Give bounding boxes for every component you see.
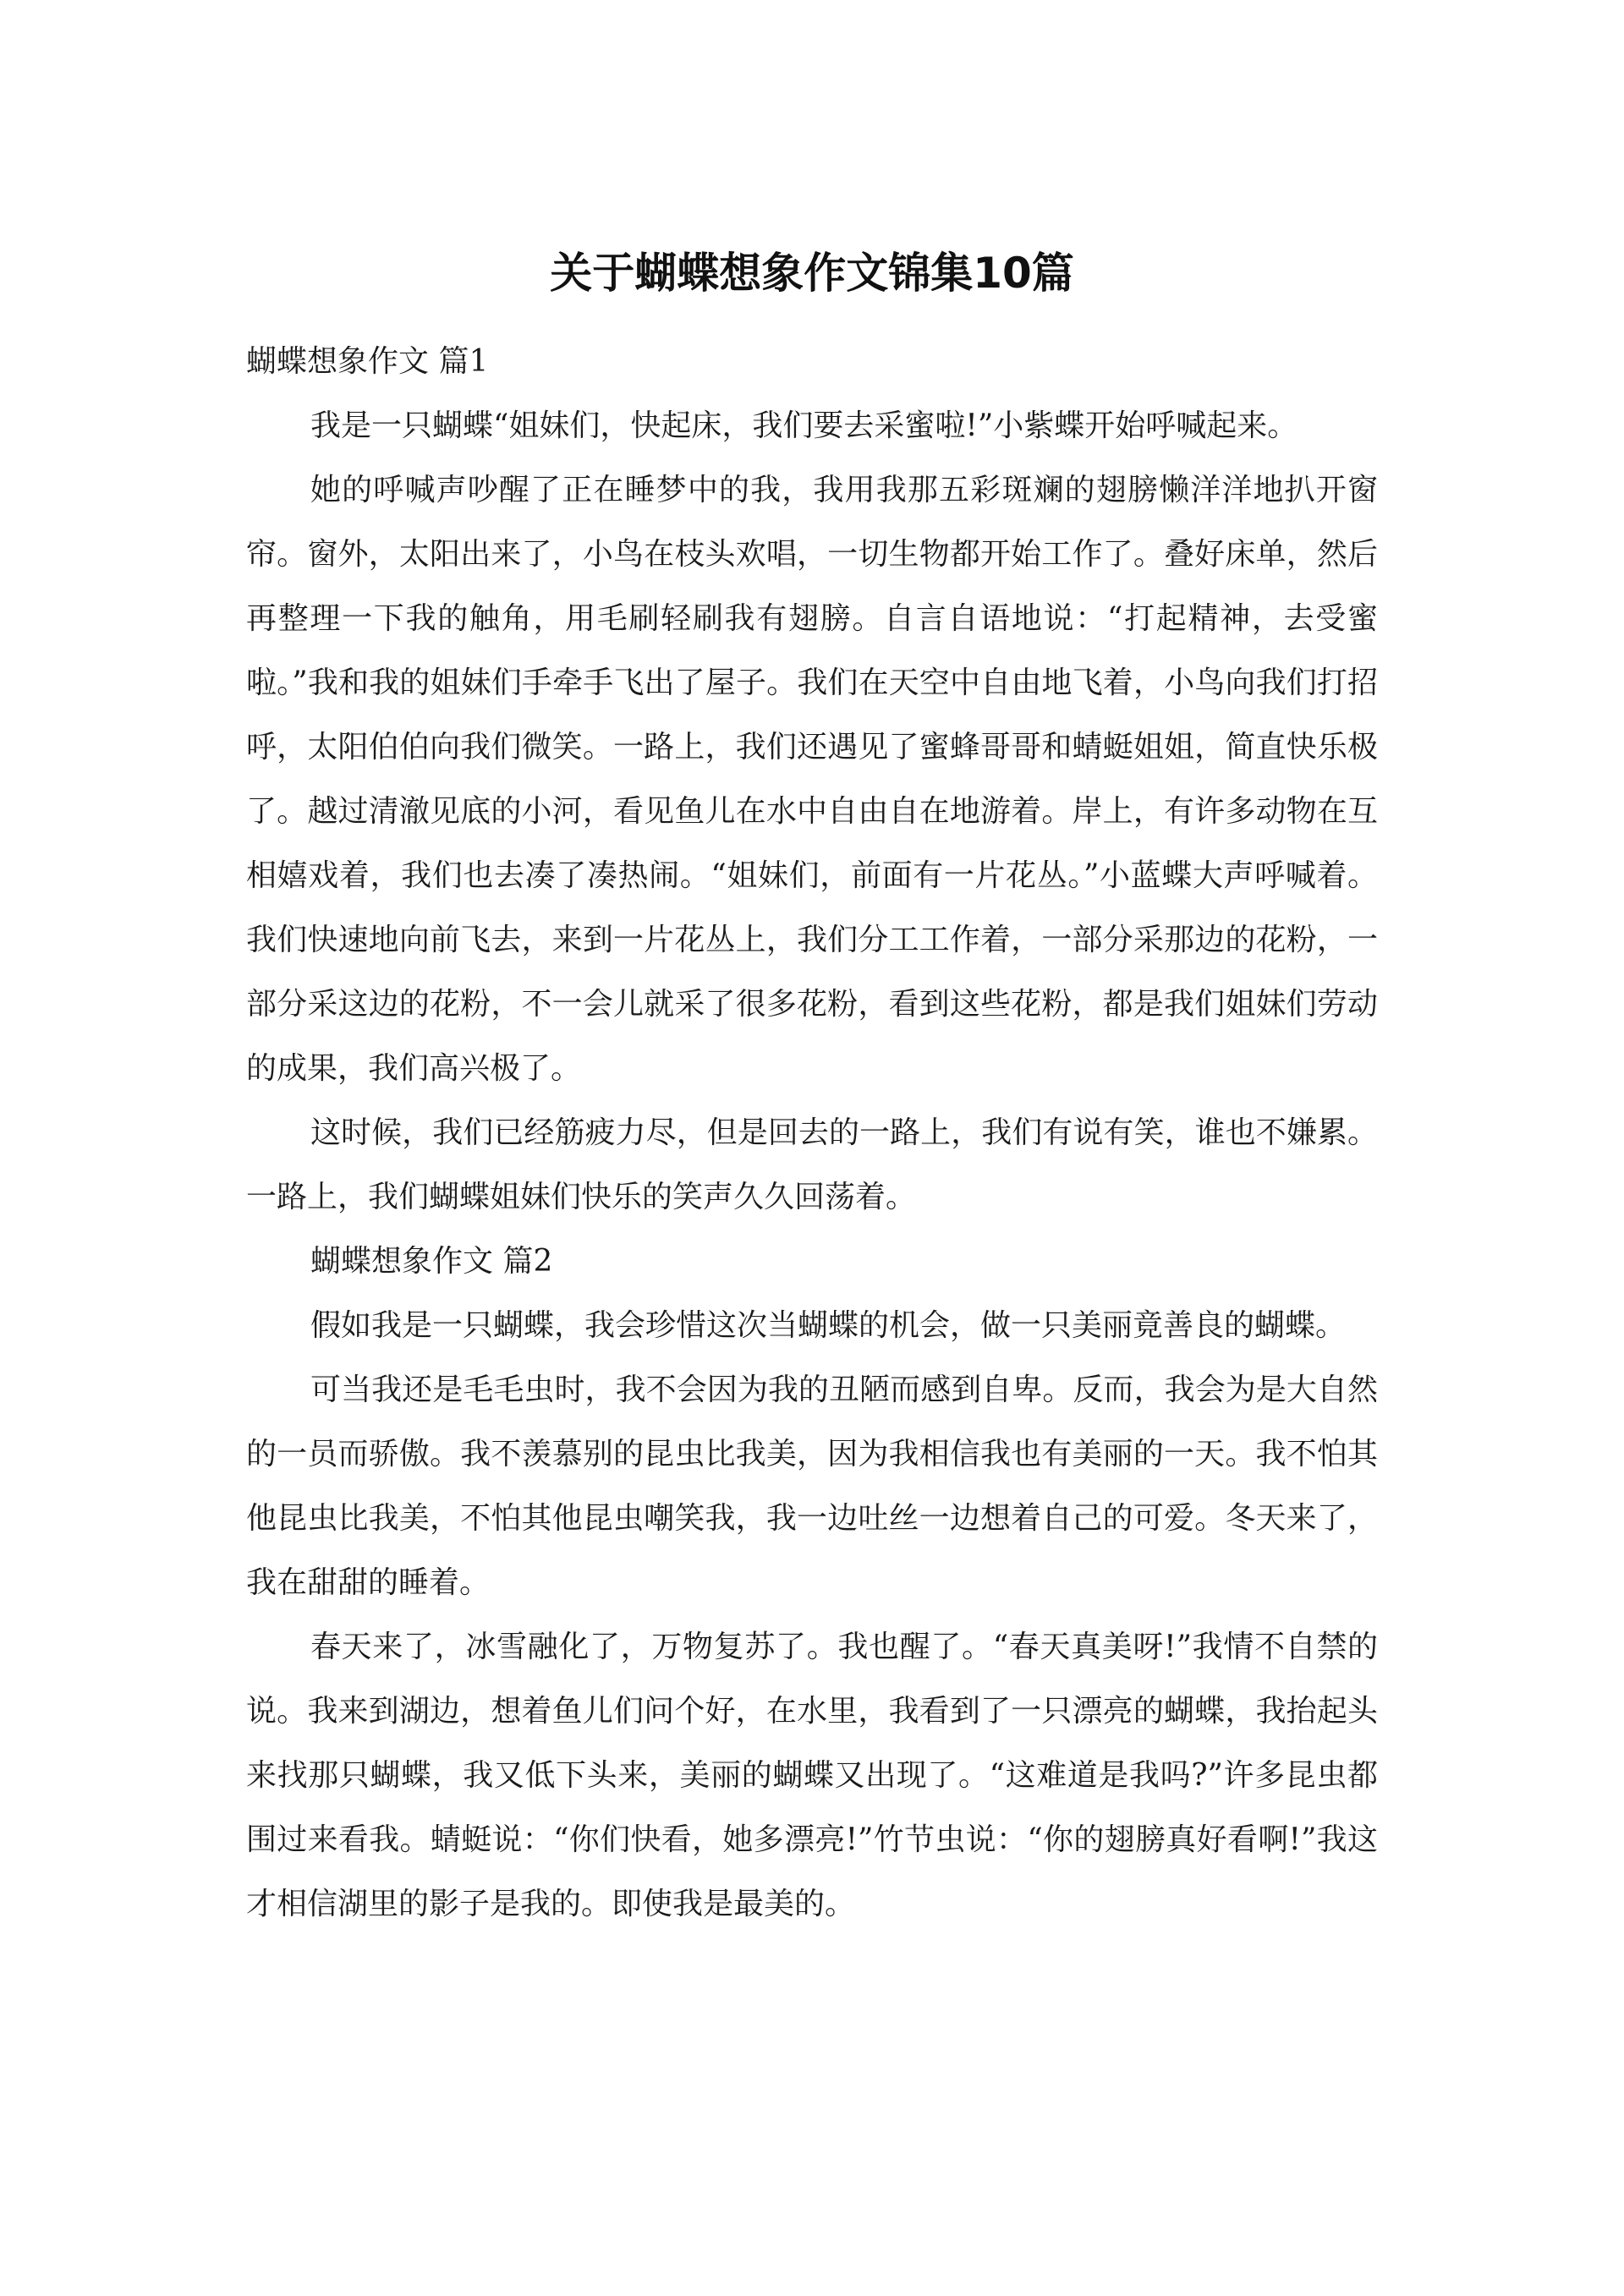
essay-section-1 (246, 330, 1378, 1230)
paragraph: 假如我是一只蝴蝶，我会珍惜这次当蝴蝶的机会，做一只美丽竟善良的蝴蝶。 (310, 1308, 1347, 1343)
paragraph: 春天来了，冰雪融化了，万物复苏了。我也醒了。“春天真美呀!”我情不自禁的说。我来到湖边，想着鱼儿们问个好，在水里，我看到了一只漂亮的蝴蝶，我抬起头来找那只蝴蝶，我又低下头来，美丽的蝴蝶又出现了。“这难道是我吗?”许多昆虫都围过来看我。蜻蜓说：“你们快看，她多漂亮!”竹节虫说：“你的翅膀真好看啊!”我这才相信湖里的影子是我的。即使我是最美的。 (246, 1630, 1378, 1921)
paragraph: 可当我还是毛毛虫时，我不会因为我的丑陋而感到自卑。反而，我会为是大自然的一员而骄傲。我不羡慕别的昆虫比我美，因为我相信我也有美丽的一天。我不怕其他昆虫比我美，不怕其他昆虫嘲笑我，我一边吐丝一边想着自己的可爱。冬天来了，我在甜甜的睡着。 (246, 1373, 1378, 1600)
section-heading: 蝴蝶想象作文 篇1 (246, 344, 489, 379)
paragraph: 这时候，我们已经筋疲力尽，但是回去的一路上，我们有说有笑，谁也不嫌累。一路上，我们蝴蝶姐妹们快乐的笑声久久回荡着。 (246, 1115, 1378, 1214)
document-title: 关于蝴蝶想象作文锦集10篇 (550, 249, 1074, 298)
section-heading: 蝴蝶想象作文 篇2 (310, 1244, 553, 1279)
document-body (246, 330, 1378, 1937)
essay-section-2 (246, 1230, 1378, 1937)
paragraph: 她的呼喊声吵醒了正在睡梦中的我，我用我那五彩斑斓的翅膀懒洋洋地扒开窗帘。窗外，太阳出来了，小鸟在枝头欢唱，一切生物都开始工作了。叠好床单，然后再整理一下我的触角，用毛刷轻刷我有翅膀。自言自语地说：“打起精神，去受蜜啦。”我和我的姐妹们手牵手飞出了屋子。我们在天空中自由地飞着，小鸟向我们打招呼，太阳伯伯向我们微笑。一路上，我们还遇见了蜜蜂哥哥和蜻蜓姐姐，简直快乐极了。越过清澈见底的小河，看见鱼儿在水中自由自在地游着。岸上，有许多动物在互相嬉戏着，我们也去凑了凑热闹。“姐妹们，前面有一片花丛。”小蓝蝶大声呼喊着。我们快速地向前飞去，来到一片花丛上，我们分工工作着，一部分采那边的花粉，一部分采这边的花粉，不一会儿就采了很多花粉，看到这些花粉，都是我们姐妹们劳动的成果，我们高兴极了。 (246, 473, 1378, 1086)
paragraph: 我是一只蝴蝶“姐妹们，快起床，我们要去采蜜啦!”小紫蝶开始呼喊起来。 (310, 408, 1298, 443)
